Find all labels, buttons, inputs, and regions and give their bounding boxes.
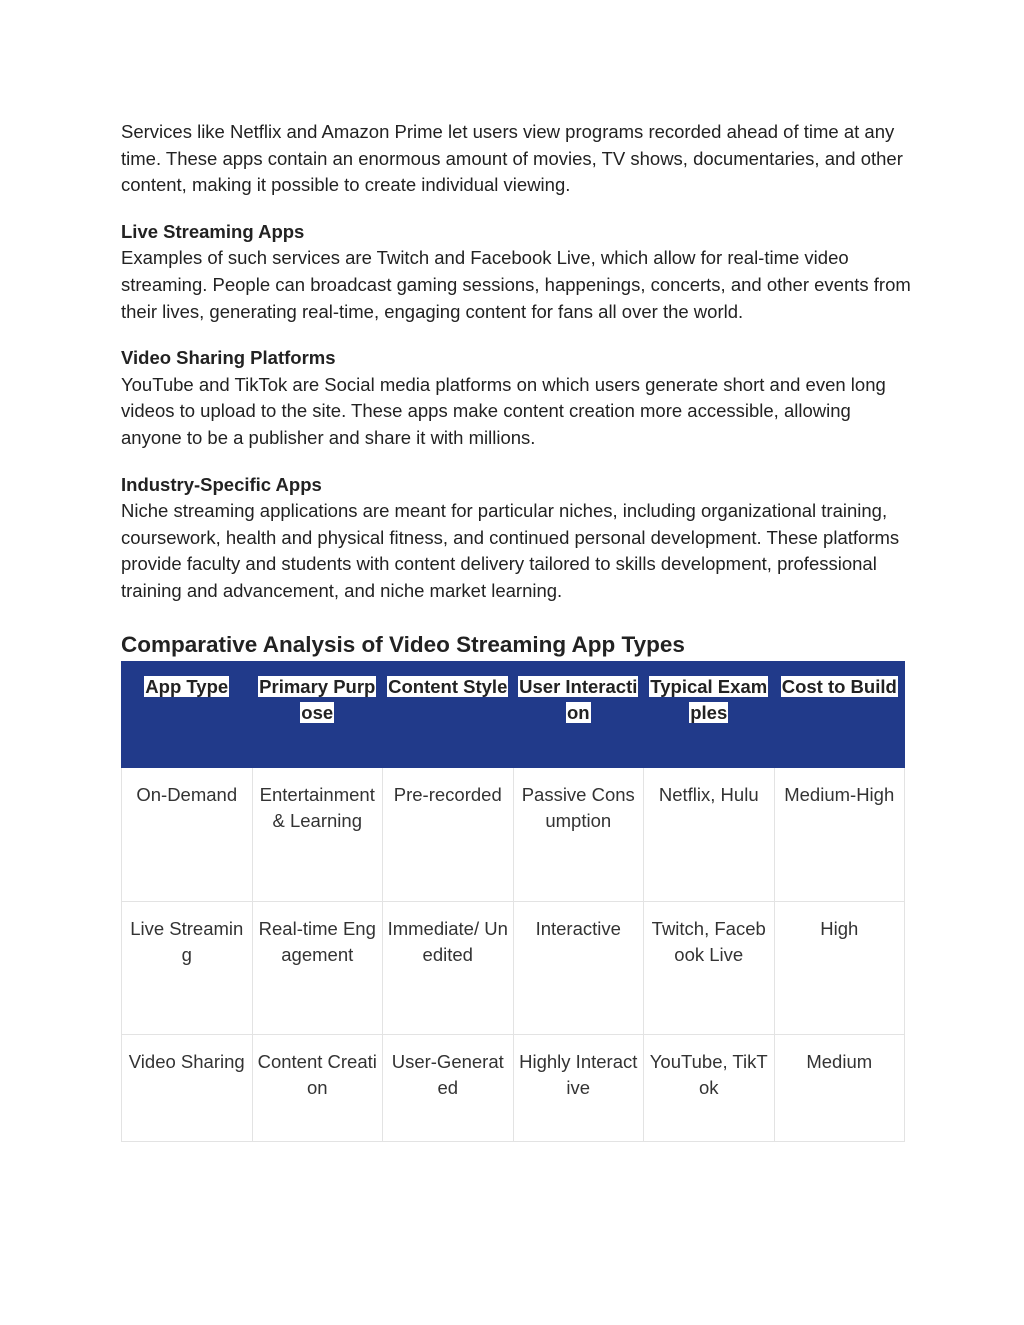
section-industry-specific-apps — [121, 472, 911, 605]
table-cell: High — [774, 901, 905, 1034]
header-label: User Interaction — [519, 675, 638, 724]
table-row — [122, 767, 905, 901]
section-body: Examples of such services are Twitch and Facebook Live, which allow for real-time video streaming. People can broadcast gaming sessions, happenings, concerts, and other events from their lives, generating real-time, engaging content for fans all over the world. — [121, 247, 911, 322]
table-cell: Interactive — [513, 901, 644, 1034]
table-heading: Comparative Analysis of Video Streaming App Types — [121, 631, 685, 657]
table-cell: Highly Interactive — [513, 1034, 644, 1141]
table-cell: Netflix, Hulu — [644, 767, 775, 901]
comparison-table — [121, 661, 905, 1142]
section-live-streaming-apps — [121, 219, 911, 325]
header-label: Content Style — [388, 675, 508, 697]
table-cell: Real-time Engagement — [252, 901, 383, 1034]
table-cell: Content Creation — [252, 1034, 383, 1141]
table-cell: YouTube, TikTok — [644, 1034, 775, 1141]
header-label: Typical Examples — [650, 675, 768, 724]
table-cell: Immediate/ Unedited — [383, 901, 514, 1034]
section-title: Video Sharing Platforms — [121, 347, 336, 369]
header-cell-user-interaction — [513, 661, 644, 767]
intro-paragraph: Services like Netflix and Amazon Prime let users view programs recorded ahead of time at any time. These apps contain an enormous amount of movies, TV shows, documentaries, and other content, making it possible to create individual viewing. — [121, 121, 903, 196]
header-label: Primary Purpose — [259, 675, 376, 724]
table-cell: Video Sharing — [122, 1034, 253, 1141]
table-cell: Passive Consumption — [513, 767, 644, 901]
table-cell: User-Generated — [383, 1034, 514, 1141]
section-video-sharing-platforms — [121, 345, 911, 451]
table-cell: On-Demand — [122, 767, 253, 901]
header-cell-primary-purpose — [252, 661, 383, 767]
table-cell: Entertainment & Learning — [252, 767, 383, 901]
table-cell: Twitch, Facebook Live — [644, 901, 775, 1034]
table-cell: Medium-High — [774, 767, 905, 901]
header-cell-typical-examples — [644, 661, 775, 767]
header-cell-content-style — [383, 661, 514, 767]
header-label: App Type — [145, 675, 229, 697]
header-label: Cost to Build — [781, 675, 897, 697]
section-body: Niche streaming applications are meant for particular niches, including organizational training, coursework, health and physical fitness, and continued personal development. These platforms provide faculty and students with content delivery tailored to skills development, professional training and advancement, and niche market learning. — [121, 500, 900, 601]
header-cell-cost-to-build — [774, 661, 905, 767]
table-cell: Pre-recorded — [383, 767, 514, 901]
table-row — [122, 1034, 905, 1141]
table-cell: Medium — [774, 1034, 905, 1141]
table-row — [122, 901, 905, 1034]
table-header-row — [122, 661, 905, 767]
table-cell: Live Streaming — [122, 901, 253, 1034]
section-body: YouTube and TikTok are Social media platforms on which users generate short and even long videos to upload to the site. These apps make content creation more accessible, allowing anyone to be a publisher and share it with millions. — [121, 373, 886, 448]
header-cell-app-type — [122, 661, 253, 767]
section-title: Live Streaming Apps — [121, 220, 305, 242]
document-page — [121, 119, 911, 1142]
section-title: Industry-Specific Apps — [121, 473, 322, 495]
